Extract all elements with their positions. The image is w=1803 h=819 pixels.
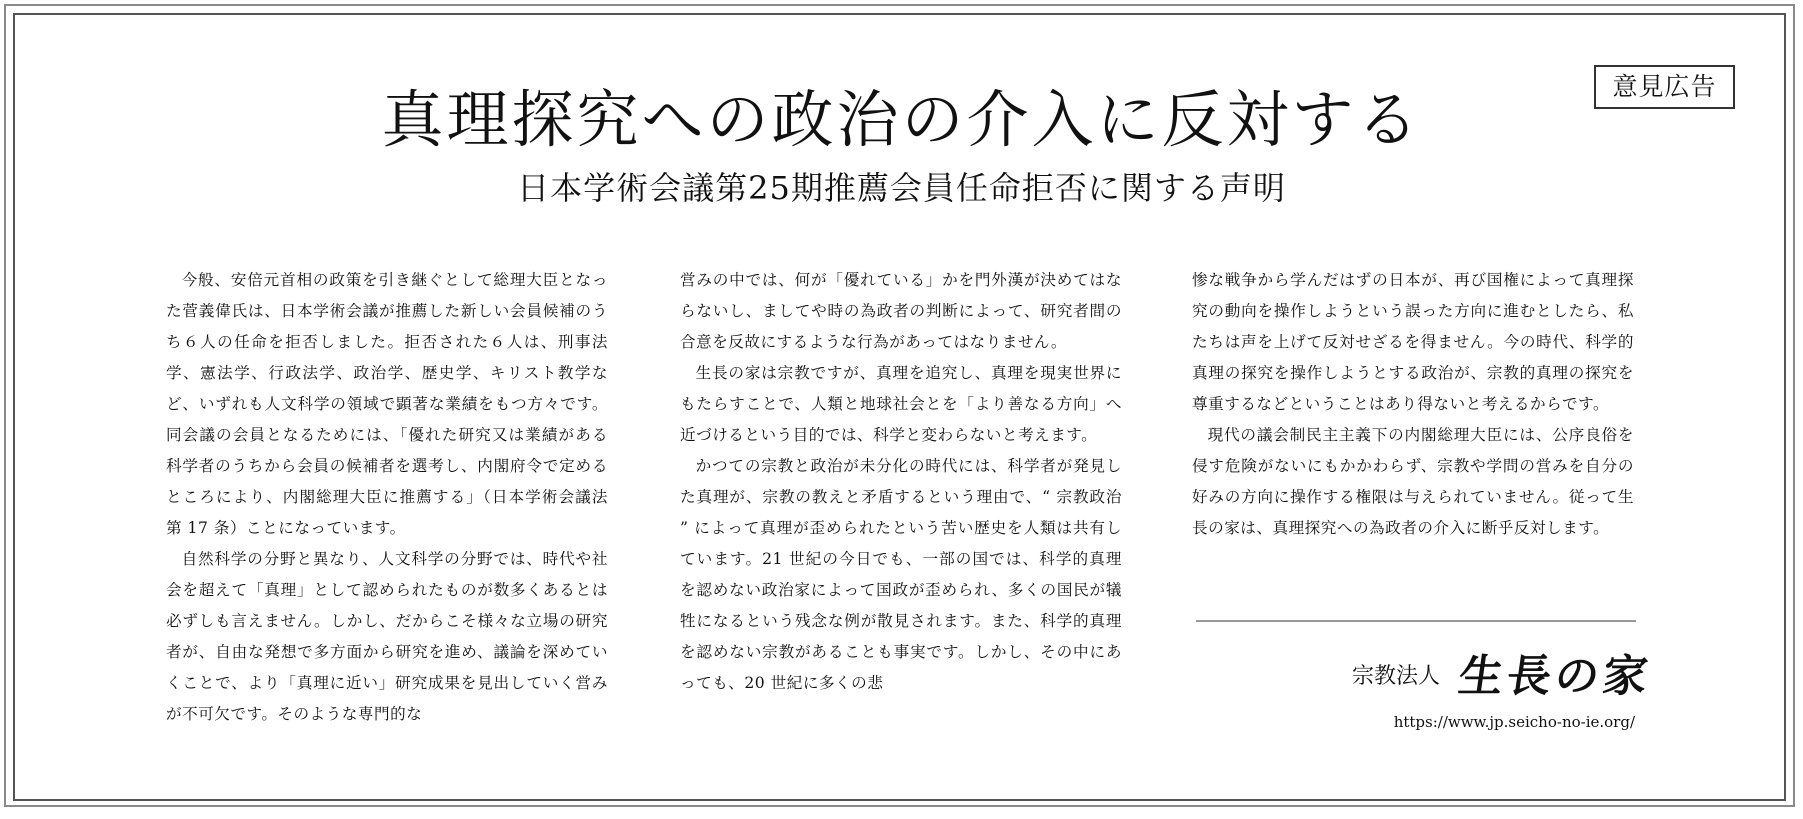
headline: 真理探究への政治の介入に反対する [381, 83, 1422, 156]
subheadline: 日本学術会議第25期推薦会員任命拒否に関する声明 [517, 169, 1286, 207]
text-column-2 [680, 265, 1122, 699]
paragraph: 生長の家は宗教ですが、真理を追究し、真理を現実世界にもたらすことで、人類と地球社会とを「より善なる方向」へ近づけるという目的では、科学と変わらないと考えます。 [680, 364, 1122, 444]
text-column-3 [1192, 265, 1634, 544]
paragraph: かつての宗教と政治が未分化の時代には、科学者が発見した真理が、宗教の教えと矛盾するという理由で、“ 宗教政治 ” によって真理が歪められたという苦い歴史を人類は共有しています。21 世紀の今日でも、一部の国では、科学的真理を認めない政治家によって国政が歪められ、多くの国民が犠牲になるという残念な例が散見されます。また、科学的真理を認めない宗教があることも事実です。しかし、その中にあっても、20 世紀に多くの悲 [680, 457, 1122, 692]
website-url[interactable]: https://www.jp.seicho-no-ie.org/ [1393, 713, 1635, 731]
organization-type: 宗教法人 [1352, 664, 1441, 689]
paragraph: 今般、安倍元首相の政策を引き継ぐとして総理大臣となった菅義偉氏は、日本学術会議が推薦した新しい会員候補のうち６人の任命を拒否しました。拒否された６人は、刑事法学、憲法学、行政法学、政治学、歴史学、キリスト教学など、いずれも人文科学の領域で顕著な業績をもつ方々です。同会議の会員となるためには、「優れた研究又は業績がある科学者のうちから会員の候補者を選考し、内閣府令で定めるところにより、内閣総理大臣に推薦する」（日本学術会議法第 17 条）ことになっています。 [166, 271, 608, 537]
paragraph: 自然科学の分野と異なり、人文科学の分野では、時代や社会を超えて「真理」として認められたものが数多くあるとは必ずしも言えません。しかし、だからこそ様々な立場の研究者が、自由な発想で多方面から研究を進め、議論を深めていくことで、より「真理に近い」研究成果を見出していく営みが不可欠です。そのような専門的な [166, 550, 608, 723]
signature-divider [1196, 620, 1636, 622]
paragraph: 営みの中では、何が「優れている」かを門外漢が決めてはならないし、ましてや時の為政者の判断によって、研究者間の合意を反故にするような行為があってはなりません。 [680, 271, 1122, 351]
opinion-ad-label: 意見広告 [1594, 65, 1735, 109]
organization-signature [1352, 651, 1655, 702]
text-column-1 [166, 265, 608, 730]
paragraph: 惨な戦争から学んだはずの日本が、再び国権によって真理探究の動向を操作しようという誤った方向に進むとしたら、私たちは声を上げて反対せざるを得ません。今の時代、科学的真理の探究を操作しようとする政治が、宗教的真理の探究を尊重するなどということはあり得ないと考えるからです。 [1192, 271, 1634, 413]
organization-logo: 生長の家 [1455, 651, 1655, 702]
paragraph: 現代の議会制民主主義下の内閣総理大臣には、公序良俗を侵す危険がないにもかかわらず、宗教や学問の営みを自分の好みの方向に操作する権限は与えられていません。従って生長の家は、真理探究への為政者の介入に断乎反対します。 [1192, 426, 1634, 537]
